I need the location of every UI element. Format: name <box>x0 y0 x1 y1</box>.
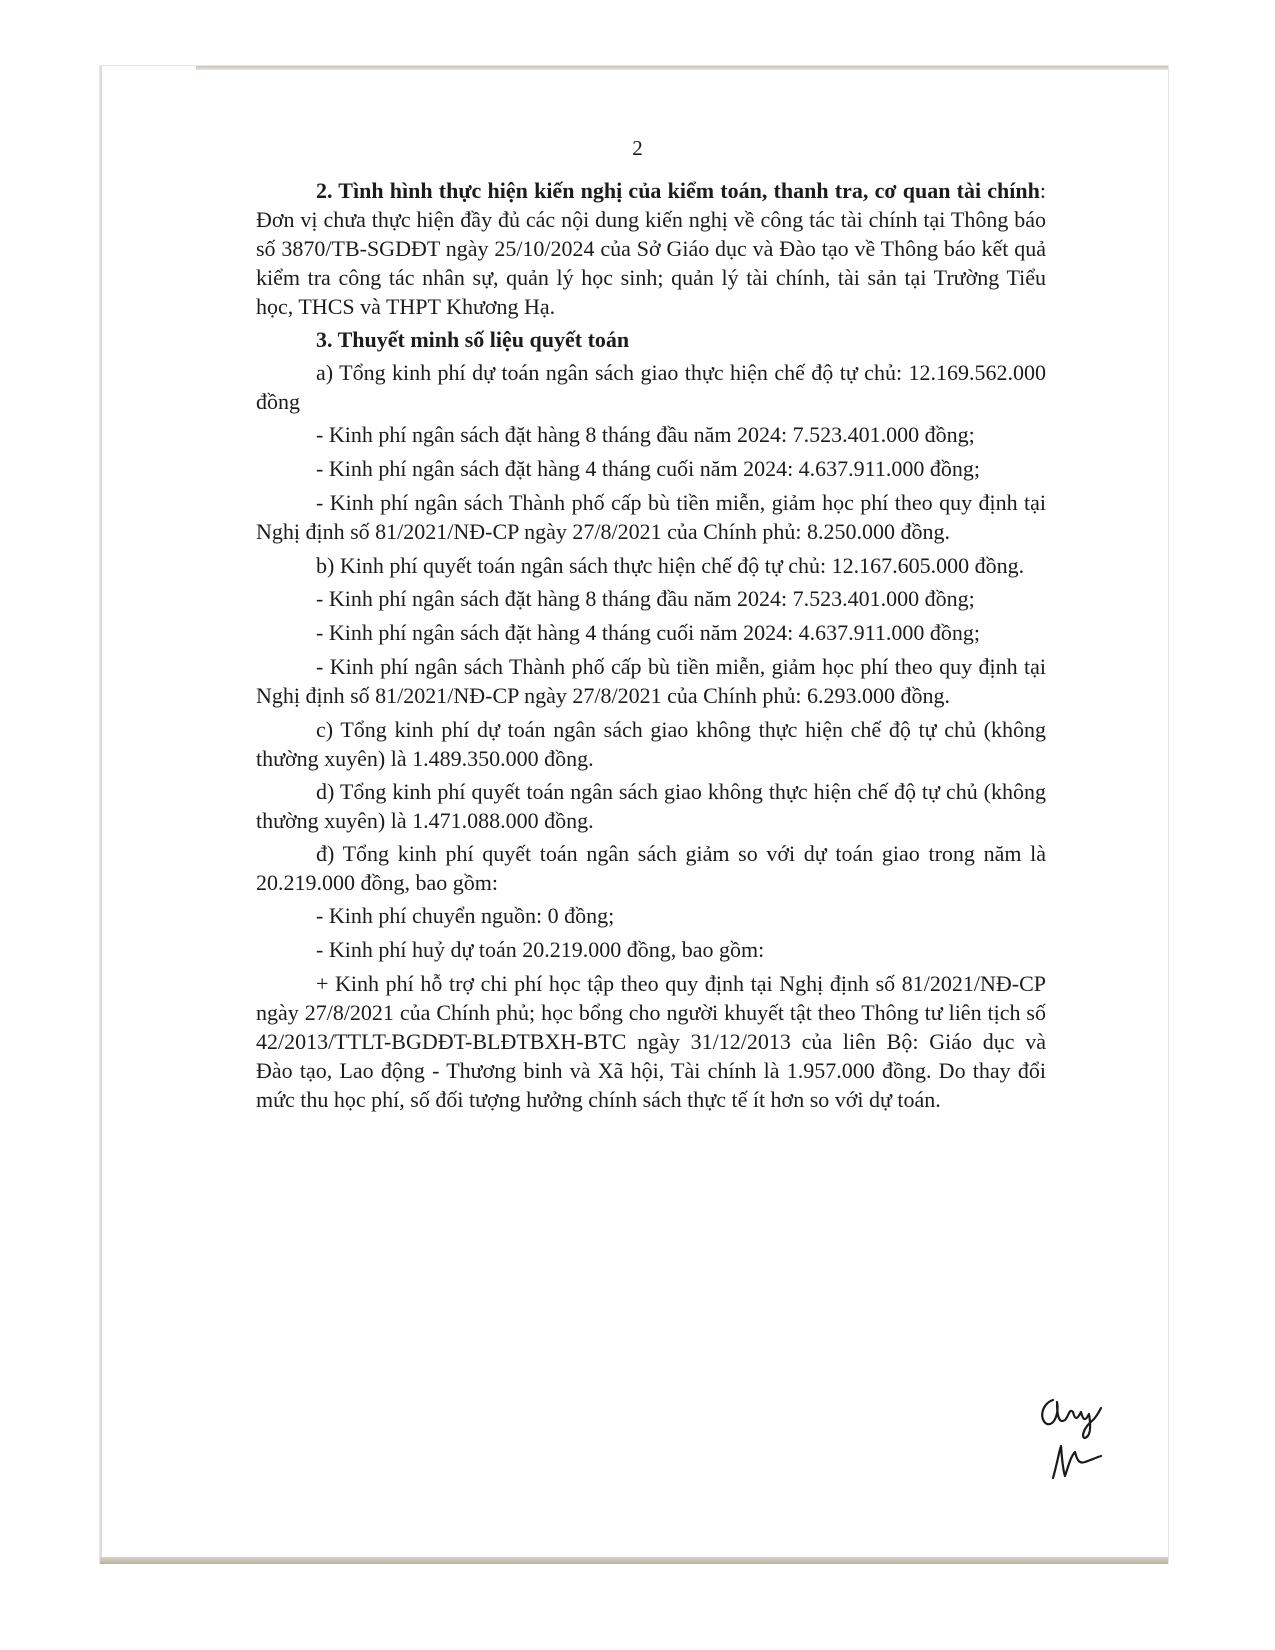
paragraph-d: d) Tổng kinh phí quyết toán ngân sách giao không thực hiện chế độ tự chủ (không thường xuyên) là 1.471.088.000 đồng. <box>256 779 1046 833</box>
paragraph-dd-item-2: - Kinh phí huỷ dự toán 20.219.000 đồng, bao gồm: <box>316 937 765 962</box>
paragraph-a-item-1: - Kinh phí ngân sách đặt hàng 8 tháng đầu năm 2024: 7.523.401.000 đồng; <box>316 422 975 447</box>
page-edge-top <box>196 66 1168 70</box>
section-2-text: : Đơn vị chưa thực hiện đầy đủ các nội dung kiến nghị về công tác tài chính tại Thông báo số 3870/TB-SGDĐT ngày 25/10/2024 của Sở Giáo dục và Đào tạo về Thông báo kết quả kiểm tra công tác nhân sự, quản lý học sinh; quản lý tài chính, tài sản tại Trường Tiểu học, THCS và THPT Khương Hạ. <box>256 178 1046 319</box>
page-number: 2 <box>632 136 643 160</box>
section-2-paragraph <box>256 176 1046 321</box>
paragraph-b-item-2: - Kinh phí ngân sách đặt hàng 4 tháng cuối năm 2024: 4.637.911.000 đồng; <box>316 620 980 645</box>
document-body <box>256 176 1046 1118</box>
paragraph-b-item-1: - Kinh phí ngân sách đặt hàng 8 tháng đầu năm 2024: 7.523.401.000 đồng; <box>316 586 975 611</box>
paragraph-dd: đ) Tổng kinh phí quyết toán ngân sách giảm so với dự toán giao trong năm là 20.219.000 đồng, bao gồm: <box>256 841 1046 895</box>
page-edge-left <box>100 66 102 1563</box>
section-2-heading: 2. Tình hình thực hiện kiến nghị của kiểm toán, thanh tra, cơ quan tài chính <box>316 178 1040 203</box>
paragraph-a-item-3: - Kinh phí ngân sách Thành phố cấp bù tiền miễn, giảm học phí theo quy định tại Nghị định số 81/2021/NĐ-CP ngày 27/8/2021 của Chính phủ: 8.250.000 đồng. <box>256 490 1046 544</box>
paragraph-dd-subitem-1: + Kinh phí hỗ trợ chi phí học tập theo quy định tại Nghị định số 81/2021/NĐ-CP ngày 27/8/2021 của Chính phủ; học bổng cho người khuyết tật theo Thông tư liên tịch số 42/2013/TTLT-BGDĐT-BLĐTBXH-BTC ngày 31/12/2013 của liên Bộ: Giáo dục và Đào tạo, Lao động - Thương binh và Xã hội, Tài chính là 1.957.000 đồng. Do thay đổi mức thu học phí, số đối tượng hưởng chính sách thực tế ít hơn so với dự toán. <box>256 971 1046 1112</box>
signature-icon <box>1035 1390 1115 1490</box>
page-edge-bottom <box>100 1557 1168 1564</box>
paragraph-a: a) Tổng kinh phí dự toán ngân sách giao thực hiện chế độ tự chủ: 12.169.562.000 đồng <box>256 360 1046 414</box>
handwritten-initials <box>1035 1390 1115 1490</box>
section-3-heading: 3. Thuyết minh số liệu quyết toán <box>316 327 630 352</box>
paragraph-a-item-2: - Kinh phí ngân sách đặt hàng 4 tháng cuối năm 2024: 4.637.911.000 đồng; <box>316 456 980 481</box>
paragraph-b: b) Kinh phí quyết toán ngân sách thực hiện chế độ tự chủ: 12.167.605.000 đồng. <box>316 553 1025 578</box>
paragraph-dd-item-1: - Kinh phí chuyển nguồn: 0 đồng; <box>316 903 615 928</box>
paragraph-b-item-3: - Kinh phí ngân sách Thành phố cấp bù tiền miễn, giảm học phí theo quy định tại Nghị định số 81/2021/NĐ-CP ngày 27/8/2021 của Chính phủ: 6.293.000 đồng. <box>256 654 1046 708</box>
paragraph-c: c) Tổng kinh phí dự toán ngân sách giao không thực hiện chế độ tự chủ (không thường xuyên) là 1.489.350.000 đồng. <box>256 717 1046 771</box>
